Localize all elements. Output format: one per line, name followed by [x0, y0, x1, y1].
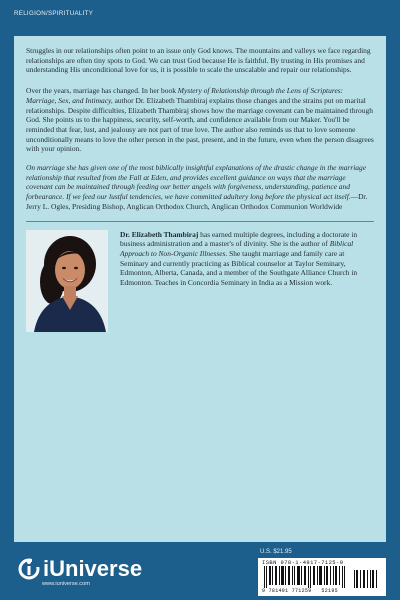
back-cover-text-panel: [14, 36, 386, 542]
endorsement-quote-text: On marriage she has given one of the most biblically insightful explanations of the drastic change in the marriage relationship that resulted from the Fall at Eden, and provides excellent guidance on ways that the marriage covenant can be maintained through feeding our better angels with forgiveness, understanding, patience and forbearance. If we feed our lustful tendencies, we have committed adultery long before the physical act itself.: [26, 163, 367, 202]
bio-text-2: . She taught marriage and family care at Seminary and currently practicing as Biblical counselor at Taylor Seminary, Edmonton, Alberta, Canada, and a member of the Southgate Alliance Church in Edmonton. Teaches in Concordia Seminary in India as a Mission work.: [120, 248, 358, 288]
price-code: 52195: [321, 588, 338, 594]
summary-paragraph: [26, 86, 374, 154]
endorsement-quote: [26, 163, 374, 212]
category-label: RELIGION/SPIRITUALITY: [14, 10, 94, 17]
other-book-title: Biblical Approach to Non-Organic Illnesses: [120, 239, 354, 258]
barcode-digits: [262, 588, 338, 594]
author-bio-paragraph: [120, 230, 374, 288]
publisher-mark-icon: [18, 557, 40, 586]
author-bio: [26, 230, 374, 350]
ean-digits: 9 781491 771259: [262, 588, 312, 594]
author-bio-text: [120, 230, 374, 288]
author-photo: [26, 230, 108, 332]
isbn-number: ISBN 978-1-4917-7125-9: [262, 559, 344, 566]
isbn-barcode: [258, 558, 386, 596]
author-name: Dr. Elizabeth Thambiraj: [120, 229, 199, 239]
intro-paragraph: Struggles in our relationships often point to an issue only God knows. The mountains and valleys we face regarding relationships are often tiny spots to God. We can trust God because He is faithful. By trusting in His promises and understanding His unconditional love for us, it is possible to scale the unscalable and repair our relationships.: [26, 46, 371, 75]
publisher-url: www.iuniverse.com: [42, 581, 90, 587]
summary-text-2: author Dr. Elizabeth Thambiraj explains those changes and the strains put on marital relationships. Despite difficulties, Elizabeth Thambiraj shows how the marriage covenant can be maintained through God. She points us to the happiness, security, self-worth, and confidence available from our Maker. You'll be reminded that fear, lust, and jealousy are not part of true love. The author also reminds us that to love someone unconditionally means to love the other person in the past, present, and in the future, even when the person disagrees with your opinion.: [26, 95, 374, 154]
summary-text-1: Over the years, marriage has changed. In her book: [26, 86, 178, 96]
section-divider: [26, 221, 374, 222]
publisher-logo: [18, 557, 142, 586]
barcode-bars: [262, 566, 382, 588]
bio-text-1: has earned multiple degrees, including a doctorate in business administration and a master's of divinity. She is the author of: [120, 229, 358, 249]
price-label: U.S. $21.95: [260, 549, 292, 555]
publisher-name: iUniverse: [43, 556, 143, 581]
book-title: Mystery of Relationship through the Lens of Scriptures: Marriage, Sex, and Intimacy,: [26, 86, 344, 105]
endorsement-attribution: —Dr. Jerry L. Ogles, Presiding Bishop, Anglican Orthodox Church, Anglican Orthodox Communion Worldwide: [26, 192, 368, 211]
